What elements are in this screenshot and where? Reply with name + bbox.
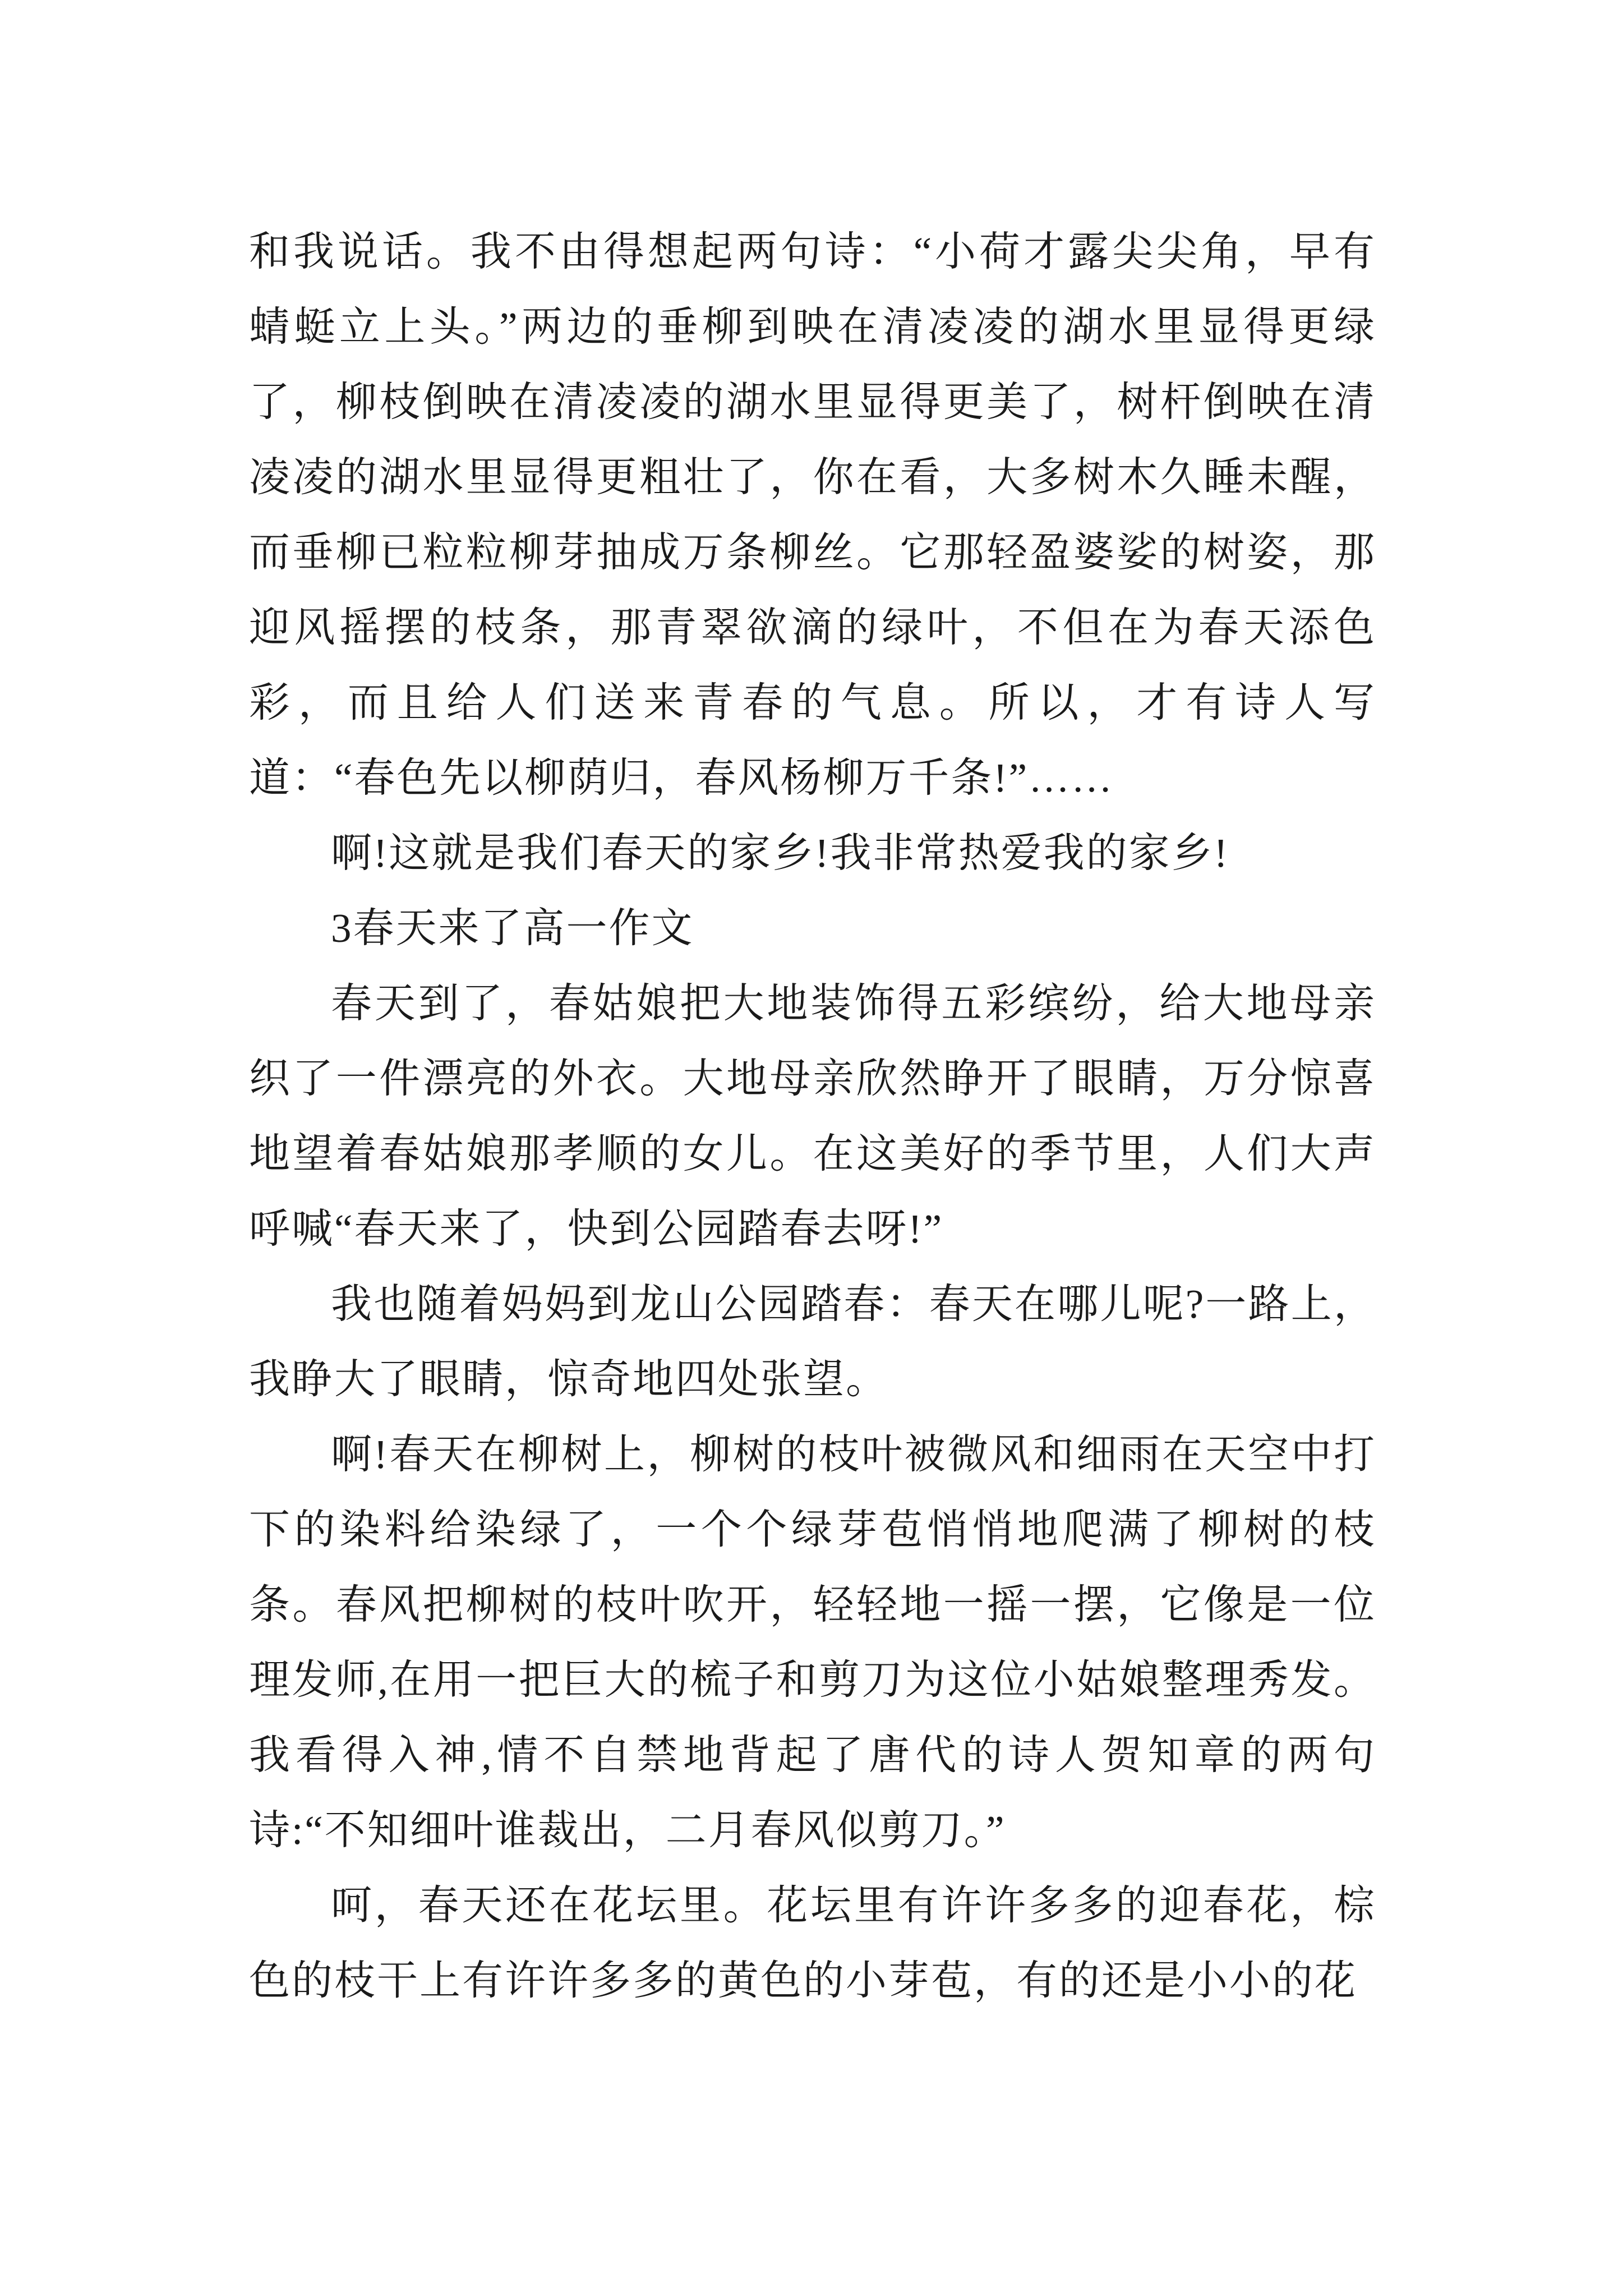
document-body <box>249 214 1376 2018</box>
paragraph-continuation: 和我说话。我不由得想起两句诗：“小荷才露尖尖角，早有蜻蜓立上头。”两边的垂柳到映在清凌凌的湖水里显得更绿了，柳枝倒映在清凌凌的湖水里显得更美了，树杆倒映在清凌凌的湖水里显得更粗壮了，你在看，大多树木久睡未醒，而垂柳已粒粒柳芽抽成万条柳丝。它那轻盈婆娑的树姿，那迎风摇摆的枝条，那青翠欲滴的绿叶，不但在为春天添色彩，而且给人们送来青春的气息。所以，才有诗人写道：“春色先以柳荫归，春风杨柳万千条!”…… <box>249 229 1376 800</box>
paragraph-flower-bed: 呵，春天还在花坛里。花坛里有许许多多的迎春花，棕色的枝干上有许许多多的黄色的小芽苞，有的还是小小的花 <box>249 1883 1376 2003</box>
paragraph-longshan-park: 我也随着妈妈到龙山公园踏春：春天在哪儿呢?一路上，我睁大了眼睛，惊奇地四处张望。 <box>249 1281 1376 1402</box>
essay-heading: 3春天来了高一作文 <box>331 905 694 951</box>
paragraph-willow: 啊!春天在柳树上，柳树的枝叶被微风和细雨在天空中打下的染料给染绿了，一个个绿芽苞悄悄地爬满了柳树的枝条。春风把柳树的枝叶吹开，轻轻地一摇一摆，它像是一位理发师,在用一把巨大的梳子和剪刀为这位小姑娘整理秀发。我看得入神,情不自禁地背起了唐代的诗人贺知章的两句诗:“不知细叶谁裁出，二月春风似剪刀。” <box>249 1432 1376 1853</box>
paragraph-hometown-love: 啊!这就是我们春天的家乡!我非常热爱我的家乡! <box>331 830 1229 876</box>
paragraph-spring-arrives: 春天到了，春姑娘把大地装饰得五彩缤纷，给大地母亲织了一件漂亮的外衣。大地母亲欣然睁开了眼睛，万分惊喜地望着春姑娘那孝顺的女儿。在这美好的季节里，人们大声呼喊“春天来了，快到公园踏春去呀!” <box>249 981 1376 1251</box>
